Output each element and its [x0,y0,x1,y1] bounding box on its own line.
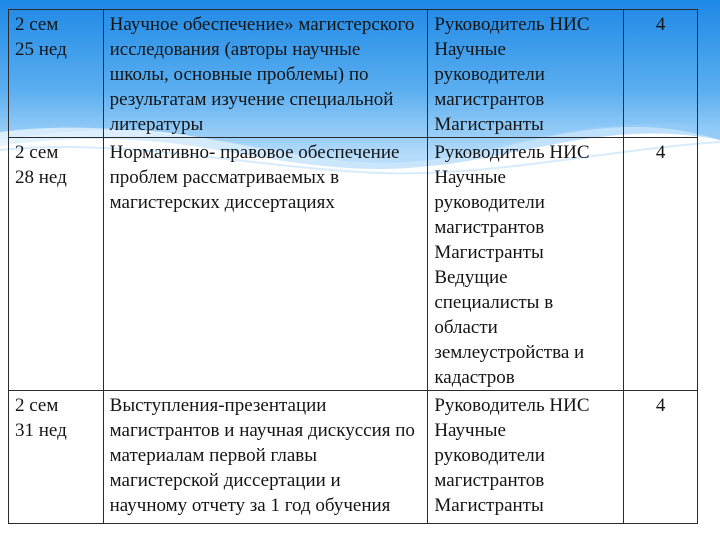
hours-cell: 4 [624,138,698,391]
table-row [9,391,698,524]
topic-cell: Нормативно- правовое обеспечение проблем рассматриваемых в магистерских диссертациях [103,138,428,391]
responsible-cell: Руководитель НИС Научные руководители магистрантов Магистранты [428,391,624,524]
period-cell: 2 сем 25 нед [9,10,104,138]
responsible-cell: Руководитель НИС Научные руководители магистрантов Магистранты Ведущие специалисты в области землеустройства и кадастров [428,138,624,391]
period-cell: 2 сем 28 нед [9,138,104,391]
responsible-cell: Руководитель НИС Научные руководители магистрантов Магистранты [428,10,624,138]
table-row [9,10,698,138]
topic-cell: Научное обеспечение» магистерского исследования (авторы научные школы, основные проблемы) по результатам изучение специальной литературы [103,10,428,138]
period-cell: 2 сем 31 нед [9,391,104,524]
hours-cell: 4 [624,391,698,524]
hours-cell: 4 [624,10,698,138]
table-row [9,138,698,391]
topic-cell: Выступления-презентации магистрантов и научная дискуссия по материалам первой главы магистерской диссертации и научному отчету за 1 год обучения [103,391,428,524]
schedule-table [8,9,698,524]
